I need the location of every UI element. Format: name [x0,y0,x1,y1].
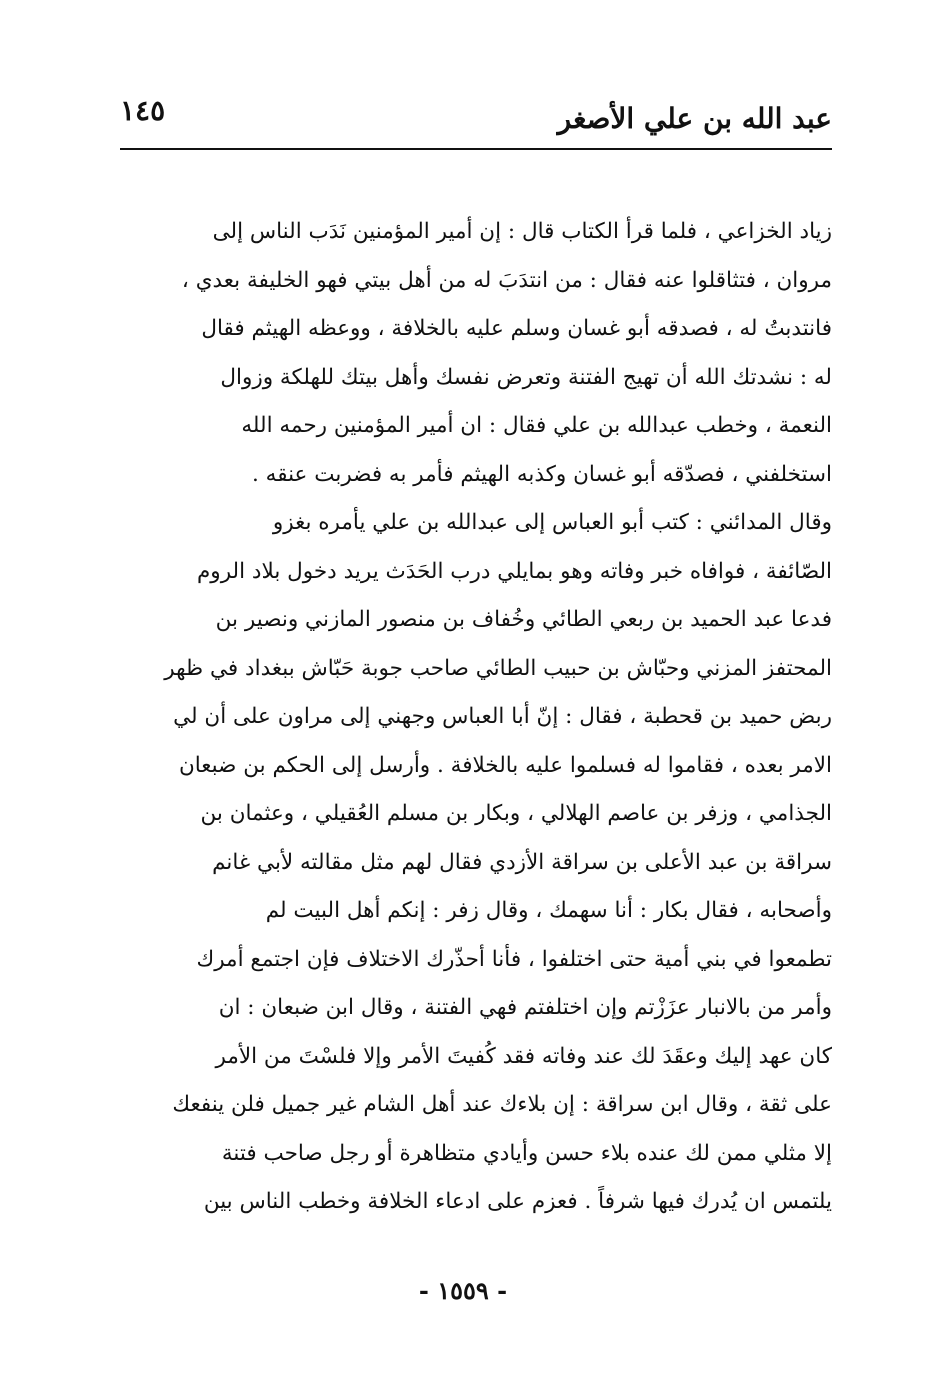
text-line: وقال المدائني : كتب أبو العباس إلى عبدالله بن علي يأمره بغزو [272,510,832,535]
text-line: استخلفني ، فصدّقه أبو غسان وكذبه الهيثم فأمر به فضربت عنقه . [252,461,832,487]
text-line: فدعا عبد الحميد بن ربعي الطائي وخُفاف بن منصور المازني ونصير بن [215,607,832,632]
footer-page-number: - ١٥٥٩ - [418,1276,508,1305]
text-line: يلتمس ان يُدرك فيها شرفاً . فعزم على ادعاء الخلافة وخطب الناس بين [203,1189,832,1214]
body-text [120,208,832,1227]
text-line: إلا مثلي ممن لك عنده بلاء حسن وأيادي متظاهرة أو رجل صاحب فتنة [221,1140,832,1166]
text-line: على ثقة ، وقال ابن سراقة : إن بلاءك عند أهل الشام غير جميل فلن ينفعك [172,1092,832,1117]
text-line: وأصحابه ، فقال بكار : أنا سهمك ، وقال زفر : إنكم أهل البيت لم [265,898,832,923]
text-line: الامر بعده ، فقاموا له فسلموا عليه بالخلافة . وأرسل إلى الحكم بن ضبعان [178,752,832,778]
text-line: ربض حميد بن قحطبة ، فقال : إنّ أبا العباس وجهني إلى مراون على أن لي [173,704,832,729]
text-line: وأمر من بالانبار عزَزْتم وإن اختلفتم فهي الفتنة ، وقال ابن ضبعان : ان [218,995,832,1020]
text-line: فانتدبتُ له ، فصدقه أبو غسان وسلم عليه بالخلافة ، ووعظه الهيثم فقال [201,316,832,341]
running-title: عبد الله بن علي الأصغر [557,102,832,135]
text-line: زياد الخزاعي ، فلما قرأ الكتاب قال : إن أمير المؤمنين نَدَب الناس إلى [212,219,832,244]
header-rule [120,148,832,150]
text-line: تطمعوا في بني أمية حتى اختلفوا ، فأنا أحذّرك الاختلاف فإن اجتمع أمرك [196,946,832,972]
text-line: له : نشدتك الله أن تهيج الفتنة وتعرض نفسك وأهل بيتك للهلكة وزوال [220,364,832,390]
text-line: المحتفز المزني وحبّاش بن حبيب الطائي صاحب جوبة حَبّاش ببغداد في ظهر [164,655,832,681]
text-line: كان عهد إليك وعقَدَ لك عند وفاته فقد كُفيتَ الأمر وإلا فلسْتَ من الأمر [215,1043,832,1069]
text-line: سراقة بن عبد الأعلى بن سراقة الأزدي فقال لهم مثل مقالته لأبي غانم [212,849,832,875]
header-page-number: ١٤٥ [120,94,166,127]
text-line: الصّائفة ، فوافاه خبر وفاته وهو بمايلي درب الحَدَث يريد دخول بلاد الروم [197,558,832,584]
text-line: النعمة ، وخطب عبدالله بن علي فقال : ان أمير المؤمنين رحمه الله [241,413,832,438]
text-line: مروان ، فتثاقلوا عنه فقال : من انتدَبَ له من أهل بيتي فهو الخليفة بعدي ، [181,267,832,293]
text-line: الجذامي ، وزفر بن عاصم الهلالي ، وبكار بن مسلم العُقيلي ، وعثمان بن [200,801,832,826]
running-header [120,88,832,150]
